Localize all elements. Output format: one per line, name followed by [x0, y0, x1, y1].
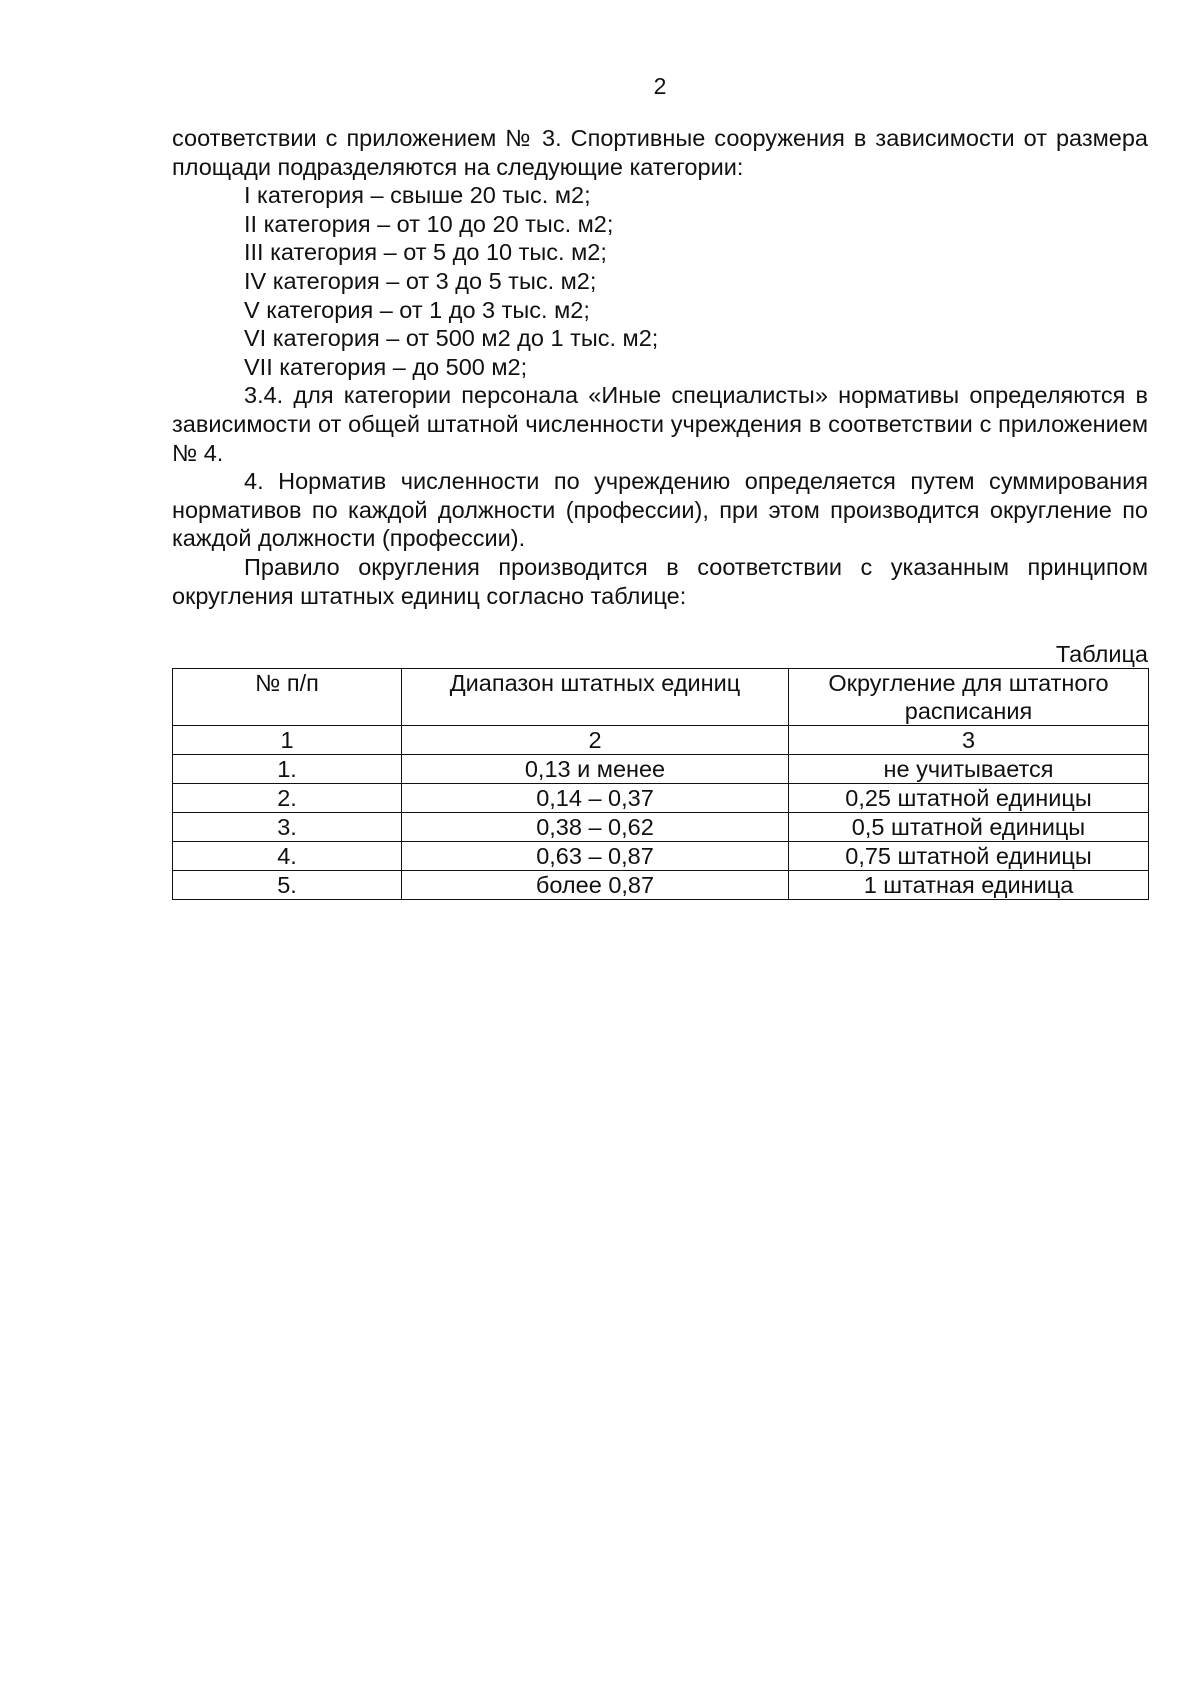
table-cell: 0,5 штатной единицы: [789, 813, 1149, 842]
table-cell: 1.: [173, 755, 402, 784]
category-item: III категория – от 5 до 10 тыс. м2;: [244, 239, 607, 266]
table-cell: 0,75 штатной единицы: [789, 842, 1149, 871]
category-item: II категория – от 10 до 20 тыс. м2;: [244, 210, 614, 237]
category-item: VI категория – от 500 м2 до 1 тыс. м2;: [244, 325, 659, 352]
table-caption: Таблица: [1055, 641, 1148, 668]
table-cell: более 0,87: [402, 871, 789, 900]
table-header-row: [173, 669, 1149, 726]
category-item: I категория – свыше 20 тыс. м2;: [244, 182, 591, 209]
category-item: V категория – от 1 до 3 тыс. м2;: [244, 296, 590, 323]
table-cell: 4.: [173, 842, 402, 871]
table-cell: 2.: [173, 784, 402, 813]
table-cell: 0,38 – 0,62: [402, 813, 789, 842]
table-cell: 3.: [173, 813, 402, 842]
table-row: [173, 871, 1149, 900]
column-number-cell: 1: [173, 726, 402, 755]
table-cell: 1 штатная единица: [789, 871, 1149, 900]
header-cell: Округление для штатного расписания: [789, 669, 1149, 726]
table-row: [173, 813, 1149, 842]
document-body: [172, 124, 1148, 900]
table-row: [173, 784, 1149, 813]
column-number-cell: 3: [789, 726, 1149, 755]
header-cell: № п/п: [173, 669, 402, 726]
table-cell: 0,25 штатной единицы: [789, 784, 1149, 813]
table-cell: 0,63 – 0,87: [402, 842, 789, 871]
table-cell: не учитывается: [789, 755, 1149, 784]
category-item: VII категория – до 500 м2;: [244, 353, 528, 380]
column-number-row: [173, 726, 1149, 755]
category-item: IV категория – от 3 до 5 тыс. м2;: [244, 267, 597, 294]
paragraph-intro: соответствии с приложением № 3. Спортивные сооружения в зависимости от размера площади подразделяются на следующие категории:: [172, 125, 1148, 180]
header-cell: Диапазон штатных единиц: [402, 669, 789, 726]
table-cell: 0,13 и менее: [402, 755, 789, 784]
column-number-cell: 2: [402, 726, 789, 755]
paragraph-3-4: 3.4. для категории персонала «Иные специалисты» нормативы определяются в зависимости от общей штатной численности учреждения в соответствии с приложением № 4.: [172, 382, 1148, 466]
page-number: 2: [653, 73, 667, 99]
paragraph-4: 4. Норматив численности по учреждению определяется путем суммирования нормативов по каждой должности (профессии), при этом производится округление по каждой должности (профессии).: [172, 468, 1148, 552]
table-cell: 0,14 – 0,37: [402, 784, 789, 813]
table-row: [173, 842, 1149, 871]
table-row: [173, 755, 1149, 784]
table-cell: 5.: [173, 871, 402, 900]
rounding-table: [172, 668, 1149, 900]
paragraph-rounding-rule: Правило округления производится в соответствии с указанным принципом округления штатных единиц согласно таблице:: [172, 553, 1148, 609]
